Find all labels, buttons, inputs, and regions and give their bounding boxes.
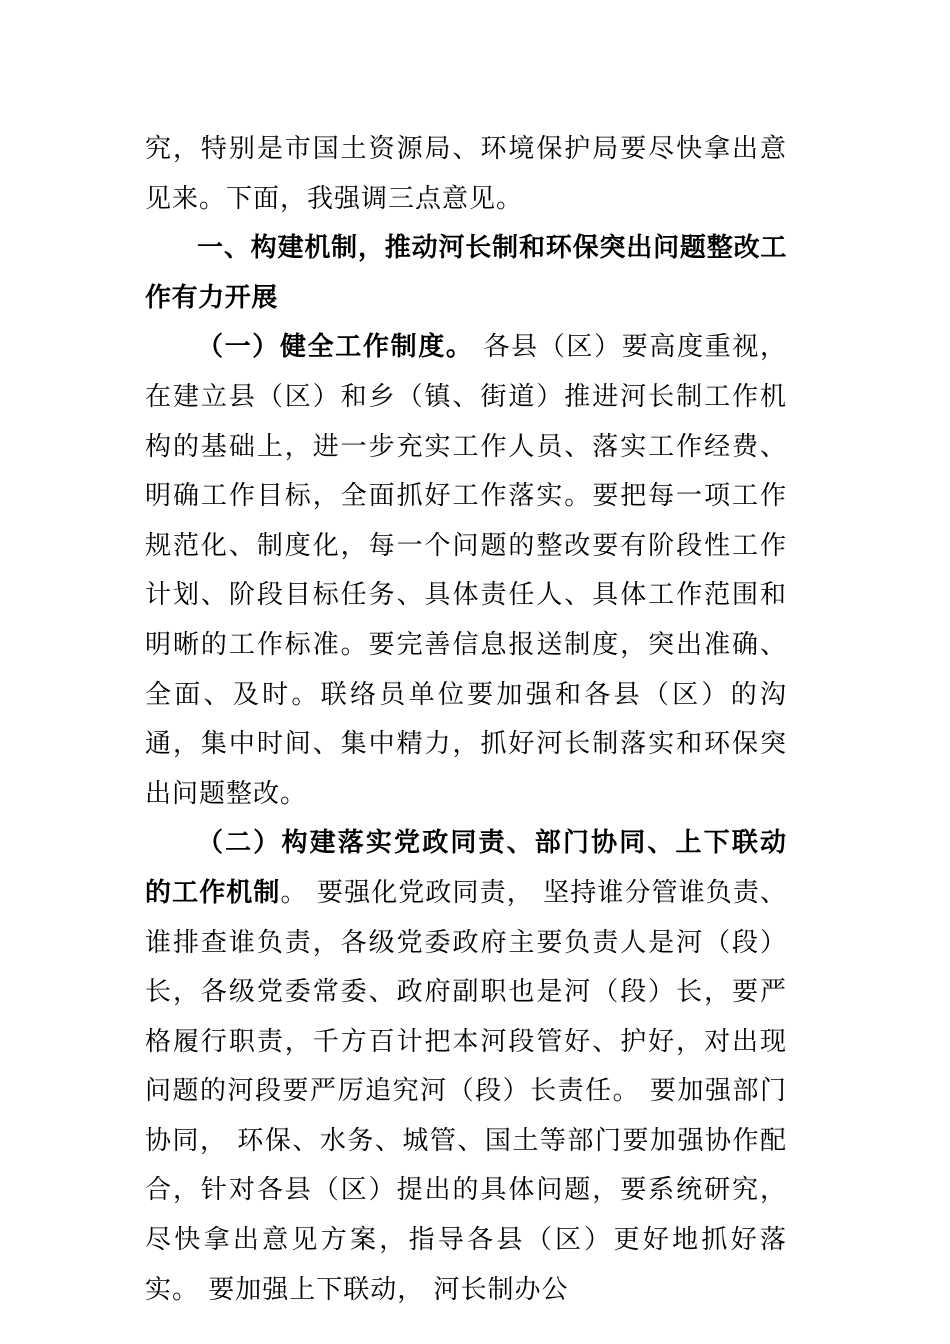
subsection-1-text: 各县（区）要高度重视，在建立县（区）和乡（镇、街道）推进河长制工作机构的基础上，进一步充实工作人员、落实工作经费、明确工作目标，全面抓好工作落实。要把每一项工作规范化、制度化，每一个问题的整改要有阶段性工作计划、阶段目标任务、具体责任人、具体工作范围和明晰的工作标准。要完善信息报送制度，突出准确、全面、及时。联络员单位要加强和各县（区）的沟通，集中时间、集中精力，抓好河长制落实和环保突出问题整改。 bbox=[145, 332, 787, 809]
paragraph-continuation: 究，特别是市国土资源局、环境保护局要尽快拿出意见来。下面，我强调三点意见。 bbox=[145, 134, 787, 214]
section-heading: 一、构建机制，推动河长制和环保突出问题整改工作有力开展 bbox=[145, 233, 787, 313]
subsection-2-title: （二）构建落实党政同责、部门协同、上下联动的工作机制 bbox=[145, 828, 787, 908]
paragraph-subsection-1 bbox=[145, 323, 787, 819]
subsection-1-title: （一）健全工作制度。 bbox=[197, 332, 474, 363]
paragraph-subsection-2 bbox=[145, 819, 787, 1315]
subsection-2-text: 。 要强化党政同责， 坚持谁分管谁负责、谁排查谁负责，各级党委政府主要负责人是河（段）长，各级党委常委、政府副职也是河（段）长，要严格履行职责，千方百计把本河段管好、护好，对出现问题的河段要严厉追究河（段）长责任。 要加强部门协同， 环保、水务、城管、国土等部门要加强协作配合，针对各县（区）提出的具体问题，要系统研究，尽快拿出意见方案，指导各县（区）更好地抓好落实。 要加强上下联动， 河长制办公 bbox=[145, 877, 787, 1305]
document-body bbox=[145, 125, 787, 1315]
